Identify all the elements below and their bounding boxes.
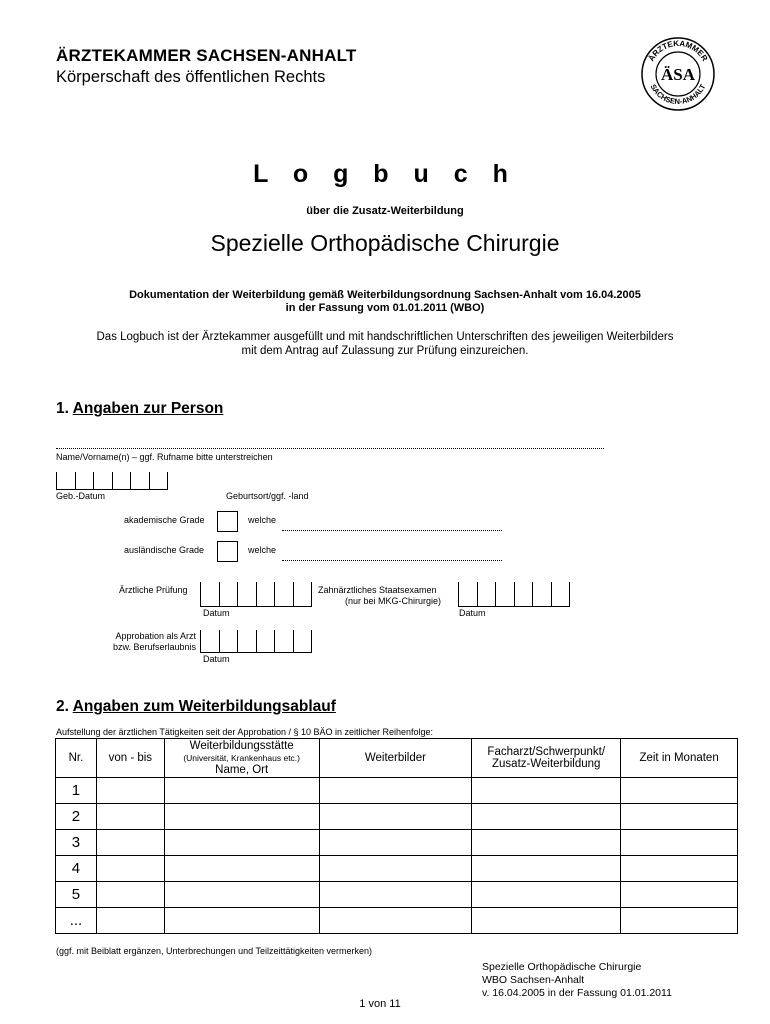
dental-exam-date-boxes[interactable] [458,582,570,607]
row-site-cell[interactable] [164,804,319,830]
row-site-cell[interactable] [164,778,319,804]
row-period-cell[interactable] [96,804,164,830]
table-row [56,856,738,882]
row-number: 4 [56,856,97,882]
table-row [56,830,738,856]
training-history-table [55,738,738,934]
academic-which-label: welche [248,515,277,525]
academic-degrees-checkbox[interactable] [217,511,238,532]
name-label: Name/Vorname(n) – ggf. Rufname bitte unterstreichen [56,452,273,462]
organization-subtitle: Körperschaft des öffentlichen Rechts [56,68,326,86]
row-trainer-cell[interactable] [319,882,472,908]
birthdate-boxes[interactable] [56,472,168,490]
foreign-which-label: welche [248,545,277,555]
table-row [56,804,738,830]
row-months-cell[interactable] [621,778,738,804]
col-trainer: Weiterbilder [319,739,472,778]
logo-bottom-text: SACHSEN-ANHALT [648,82,708,107]
svg-text:ÄRZTEKAMMER [647,39,710,63]
row-period-cell[interactable] [96,830,164,856]
academic-which-input[interactable] [282,530,502,531]
medical-exam-date-boxes[interactable] [200,582,312,607]
section-1-heading: 1. Angaben zur Person [56,400,224,417]
logo-monogram: ÄSA [660,65,696,84]
footer-info: Spezielle Orthopädische Chirurgie WBO Sachsen-Anhalt v. 16.04.2005 in der Fassung 01.01.2011 [482,961,672,999]
academic-degrees-label: akademische Grade [124,515,205,525]
table-header-row [56,739,738,778]
table-row [56,778,738,804]
row-months-cell[interactable] [621,856,738,882]
col-specialty: Facharzt/Schwerpunkt/ Zusatz-Weiterbildung [472,739,621,778]
row-trainer-cell[interactable] [319,778,472,804]
row-trainer-cell[interactable] [319,856,472,882]
row-site-cell[interactable] [164,908,319,934]
row-number: 1 [56,778,97,804]
birthdate-label: Geb.-Datum [56,491,106,501]
subject-title: Spezielle Orthopädische Chirurgie [210,230,560,256]
row-months-cell[interactable] [621,804,738,830]
row-period-cell[interactable] [96,882,164,908]
row-trainer-cell[interactable] [319,908,472,934]
row-number: ... [56,908,97,934]
medical-exam-date-label: Datum [203,608,230,618]
name-input-line[interactable] [56,448,604,449]
page-number: 1 von 11 [359,998,401,1010]
row-months-cell[interactable] [621,830,738,856]
chamber-seal-logo [640,36,716,112]
row-specialty-cell[interactable] [472,830,621,856]
row-number: 5 [56,882,97,908]
row-period-cell[interactable] [96,908,164,934]
intro-text: Das Logbuch ist der Ärztekammer ausgefüllt und mit handschriftlichen Unterschriften des jeweiligen Weiterbilders mit dem Antrag auf Zulassung zur Prüfung einzureichen. [96,331,674,357]
table-row [56,882,738,908]
foreign-degrees-checkbox[interactable] [217,541,238,562]
birthplace-label: Geburtsort/ggf. -land [226,491,309,501]
row-trainer-cell[interactable] [319,830,472,856]
row-number: 2 [56,804,97,830]
title-subtitle: über die Zusatz-Weiterbildung [306,205,464,217]
section-2-heading: 2. Angaben zum Weiterbildungsablauf [56,698,336,715]
row-specialty-cell[interactable] [472,908,621,934]
medical-exam-label: Ärztliche Prüfung [119,585,188,595]
row-site-cell[interactable] [164,856,319,882]
dental-exam-date-label: Datum [459,608,486,618]
svg-text:SACHSEN-ANHALT [649,82,708,106]
organization-name: ÄRZTEKAMMER SACHSEN-ANHALT [56,46,357,65]
foreign-degrees-label: ausländische Grade [124,545,205,555]
row-site-cell[interactable] [164,830,319,856]
table-row [56,908,738,934]
dental-exam-label: Zahnärztliches Staatsexamen [318,585,437,595]
page-title: L o g b u c h [253,160,517,188]
approbation-date-label: Datum [203,654,230,664]
row-specialty-cell[interactable] [472,778,621,804]
row-specialty-cell[interactable] [472,882,621,908]
col-site: Weiterbildungsstätte (Universität, Krankenhaus etc.) Name, Ort [164,739,319,778]
row-specialty-cell[interactable] [472,856,621,882]
row-months-cell[interactable] [621,882,738,908]
table-caption: Aufstellung der ärztlichen Tätigkeiten seit der Approbation / § 10 BÄO in zeitlicher Reihenfolge: [56,727,434,737]
row-number: 3 [56,830,97,856]
col-nr: Nr. [56,739,97,778]
row-specialty-cell[interactable] [472,804,621,830]
approbation-label: Approbation als Arzt bzw. Berufserlaubnis [112,631,196,652]
dental-exam-note: (nur bei MKG-Chirurgie) [345,596,442,606]
foreign-which-input[interactable] [282,560,502,561]
logo-top-text: ÄRZTEKAMMER [646,38,710,63]
approbation-date-boxes[interactable] [200,630,312,653]
col-months: Zeit in Monaten [621,739,738,778]
row-site-cell[interactable] [164,882,319,908]
col-period: von - bis [96,739,164,778]
table-note: (ggf. mit Beiblatt ergänzen, Unterbrechungen und Teilzeittätigkeiten vermerken) [56,946,373,956]
row-period-cell[interactable] [96,856,164,882]
row-months-cell[interactable] [621,908,738,934]
row-period-cell[interactable] [96,778,164,804]
row-trainer-cell[interactable] [319,804,472,830]
documentation-note: Dokumentation der Weiterbildung gemäß Weiterbildungsordnung Sachsen-Anhalt vom 16.04.2005 in der Fassung vom 01.01.2011 (WBO) [129,289,641,314]
